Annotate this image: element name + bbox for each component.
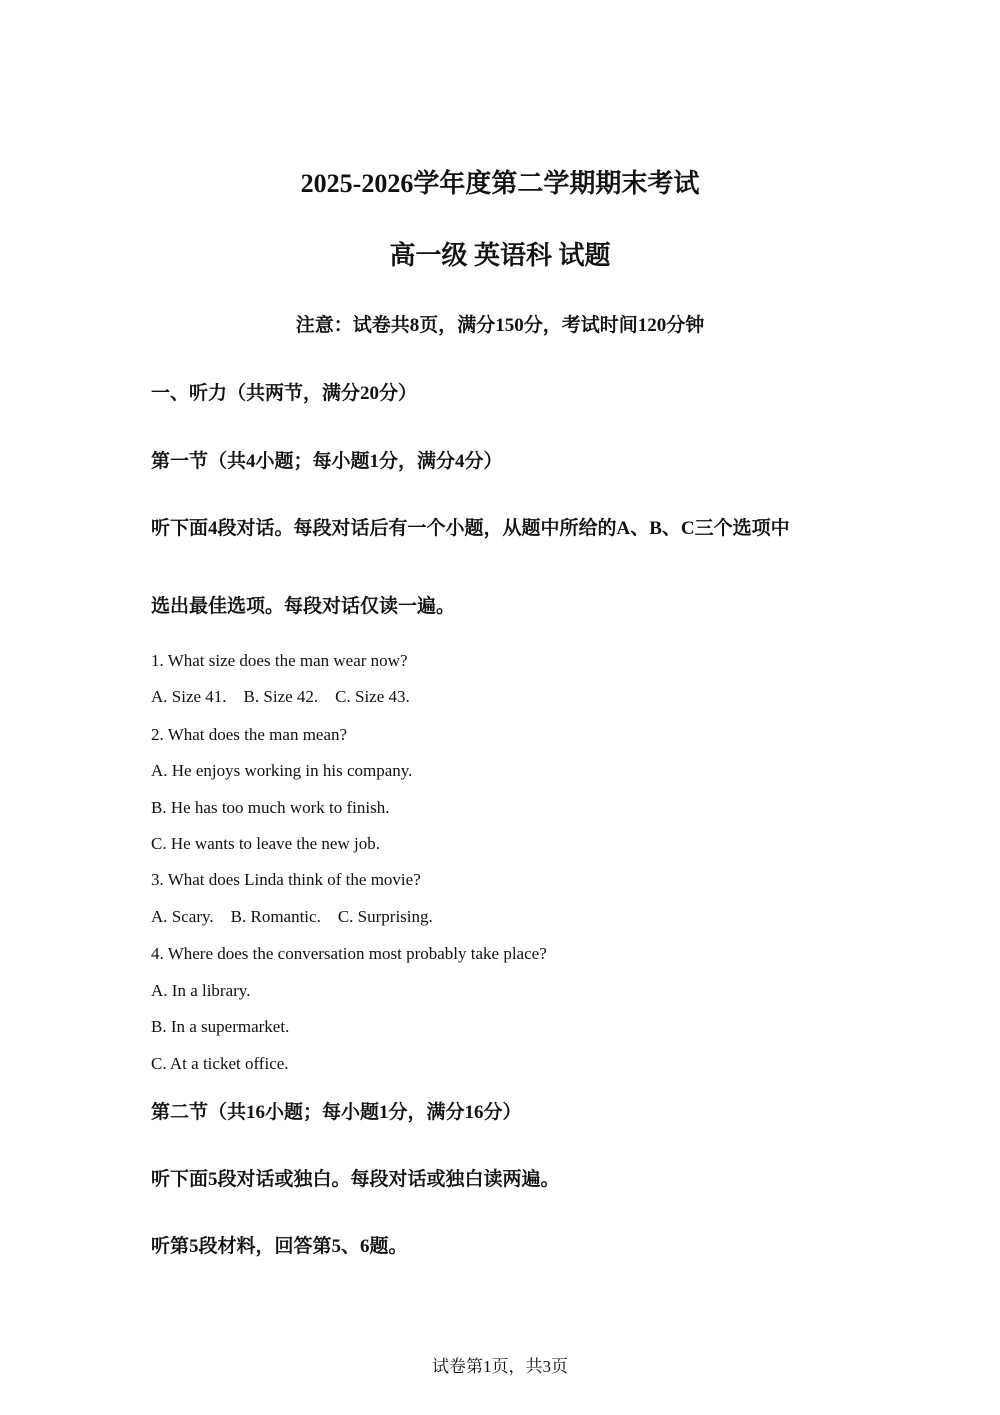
section1-instruction-line1: 听下面4段对话。每段对话后有一个小题，从题中所给的A、B、C三个选项中	[151, 518, 790, 539]
question-4-option-c: C. At a ticket office.	[151, 1054, 289, 1073]
section2-instruction: 听下面5段对话或独白。每段对话或独白读两遍。	[151, 1169, 560, 1190]
exam-title: 2025-2026学年度第二学期期末考试	[300, 169, 700, 198]
question-3-option-a: A. Scary.	[151, 907, 214, 926]
question-3-option-c: C. Surprising.	[337, 907, 433, 926]
question-2-option-b: B. He has too much work to finish.	[151, 798, 390, 817]
question-2-option-a: A. He enjoys working in his company.	[151, 761, 413, 780]
question-3-options	[151, 906, 450, 928]
question-4-stem: 4. Where does the conversation most probably take place?	[151, 944, 547, 963]
question-4-option-b: B. In a supermarket.	[151, 1017, 290, 1036]
question-1-option-a: A. Size 41.	[151, 687, 227, 706]
section1-heading: 第一节（共4小题；每小题1分，满分4分）	[151, 451, 503, 472]
part1-heading: 一、听力（共两节，满分20分）	[151, 383, 418, 404]
question-4-option-a: A. In a library.	[151, 981, 251, 1000]
exam-subtitle: 高一级 英语科 试题	[389, 241, 611, 270]
question-1-options	[151, 686, 427, 708]
question-2-stem: 2. What does the man mean?	[151, 725, 348, 744]
question-3-stem: 3. What does Linda think of the movie?	[151, 870, 421, 889]
question-2-option-c: C. He wants to leave the new job.	[151, 834, 380, 853]
material5-instruction: 听第5段材料，回答第5、6题。	[151, 1236, 408, 1257]
section1-instruction-line2: 选出最佳选项。每段对话仅读一遍。	[151, 596, 456, 617]
question-1-option-b: B. Size 42.	[243, 687, 319, 706]
question-1-option-c: C. Size 43.	[335, 687, 410, 706]
page-footer: 试卷第1页，共3页	[432, 1357, 568, 1376]
exam-notice: 注意：试卷共8页，满分150分，考试时间120分钟	[295, 315, 705, 336]
question-1-stem: 1. What size does the man wear now?	[151, 651, 408, 670]
section2-heading: 第二节（共16小题；每小题1分，满分16分）	[151, 1102, 522, 1123]
question-3-option-b: B. Romantic.	[230, 907, 321, 926]
